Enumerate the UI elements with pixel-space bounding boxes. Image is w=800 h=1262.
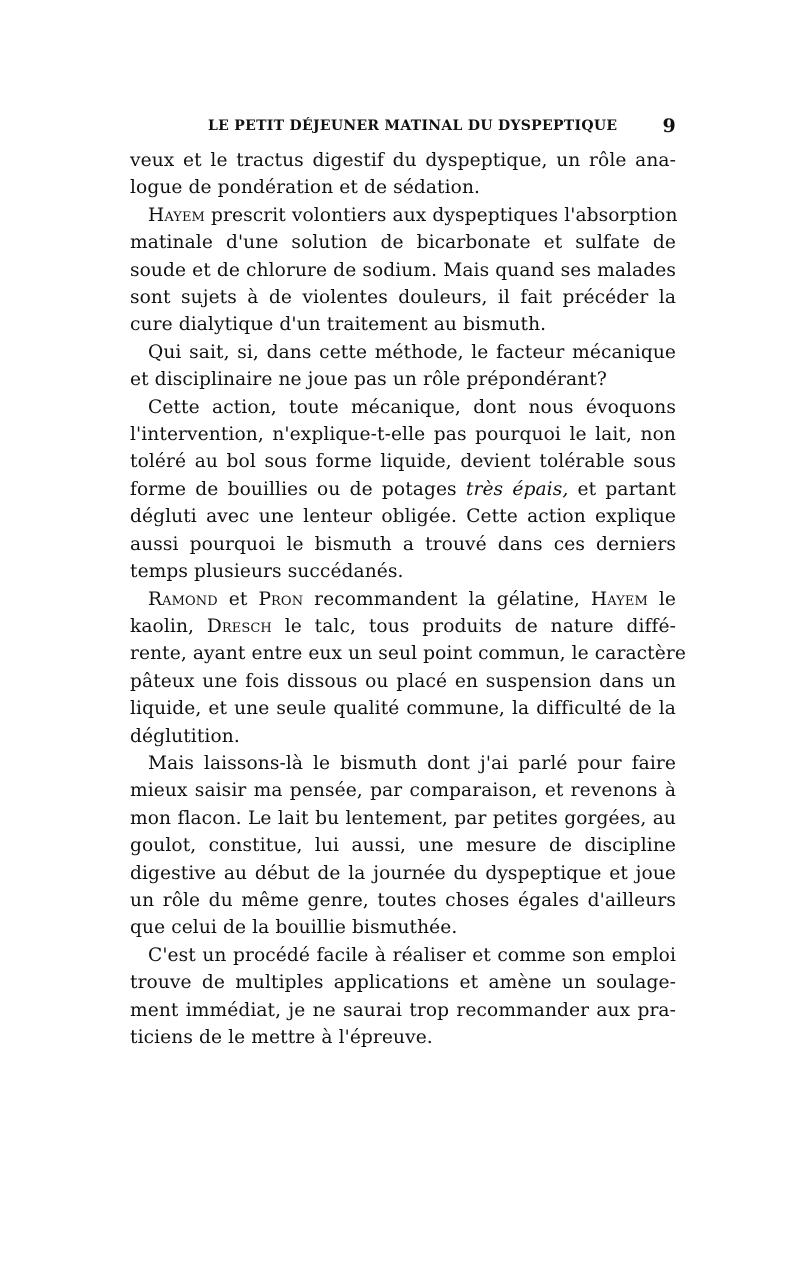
text-line bbox=[130, 750, 676, 777]
text-line bbox=[130, 723, 676, 750]
text-run: et partant bbox=[568, 478, 676, 500]
author-name: Pron bbox=[258, 588, 304, 610]
text-line bbox=[130, 613, 676, 640]
text-run: aussi pourquoi le bismuth a trouvé dans ces derniers bbox=[130, 533, 676, 555]
text-run: cure dialytique d'un traitement au bismuth. bbox=[130, 314, 547, 336]
italic-text: très épais, bbox=[465, 478, 569, 500]
text-run: dégluti avec une lenteur obligée. Cette action explique bbox=[130, 506, 676, 528]
page-number: 9 bbox=[662, 115, 676, 137]
text-line bbox=[130, 586, 676, 613]
text-line bbox=[130, 531, 676, 558]
running-head bbox=[130, 115, 676, 138]
text-line bbox=[130, 969, 676, 996]
text-line bbox=[130, 147, 676, 174]
text-run: soude et de chlorure de sodium. Mais quand ses malades bbox=[130, 259, 676, 281]
text-line bbox=[130, 777, 676, 804]
text-run: kaolin, bbox=[130, 615, 207, 637]
text-run: veux et le tractus digestif du dyspeptique, un rôle ana- bbox=[130, 150, 676, 171]
paragraph bbox=[130, 147, 676, 202]
text-run: Cette action, toute mécanique, dont nous évoquons bbox=[148, 396, 676, 418]
text-run: toléré au bol sous forme liquide, devient tolérable sous bbox=[130, 451, 676, 473]
text-line bbox=[130, 174, 676, 201]
text-line bbox=[130, 284, 676, 311]
text-line bbox=[130, 558, 676, 585]
text-run: logue de pondération et de sédation. bbox=[130, 177, 481, 199]
text-run: trouve de multiples applications et amène un soulage- bbox=[130, 972, 676, 994]
text-run: C'est un procédé facile à réaliser et comme son emploi bbox=[148, 944, 676, 966]
text-line bbox=[130, 997, 676, 1024]
text-run: liquide, et une seule qualité commune, la difficulté de la bbox=[130, 698, 676, 720]
text-line bbox=[130, 668, 676, 695]
text-line bbox=[130, 832, 676, 859]
text-run: Mais laissons-là le bismuth dont j'ai parlé pour faire bbox=[148, 752, 676, 774]
text-run: un rôle du même genre, toutes choses égales d'ailleurs bbox=[130, 889, 676, 911]
text-run: ment immédiat, je ne saurai trop recommander aux pra- bbox=[130, 999, 676, 1021]
text-line bbox=[130, 448, 676, 475]
body-text bbox=[130, 147, 686, 1051]
text-run: digestive au début de la journée du dyspeptique et joue bbox=[130, 862, 676, 884]
running-title: LE PETIT DÉJEUNER MATINAL DU DYSPEPTIQUE bbox=[208, 118, 618, 134]
text-line bbox=[130, 257, 676, 284]
text-run: déglutition. bbox=[130, 725, 240, 747]
text-line bbox=[130, 640, 686, 667]
paragraph bbox=[130, 586, 686, 750]
text-run: sont sujets à de violentes douleurs, il fait précéder la bbox=[130, 287, 676, 309]
text-line bbox=[130, 229, 676, 256]
text-run: le bbox=[647, 588, 677, 610]
text-line bbox=[130, 394, 676, 421]
text-line bbox=[130, 805, 676, 832]
text-run: ticiens de le mettre à l'épreuve. bbox=[130, 1027, 433, 1048]
text-run: goulot, constitue, lui aussi, une mesure de discipline bbox=[130, 835, 676, 857]
text-run: recommandent la gélatine, bbox=[303, 588, 591, 610]
text-line bbox=[130, 366, 676, 393]
text-line bbox=[130, 860, 676, 887]
text-line bbox=[130, 695, 676, 722]
paragraph bbox=[130, 942, 676, 1052]
text-run: Qui sait, si, dans cette méthode, le facteur mécanique bbox=[148, 341, 676, 363]
author-name: Ramond bbox=[148, 588, 218, 610]
paragraph bbox=[130, 394, 676, 586]
text-line bbox=[130, 339, 676, 366]
author-name: Dresch bbox=[206, 615, 272, 637]
paragraph bbox=[130, 339, 676, 394]
paragraph bbox=[130, 202, 676, 339]
text-run: matinale d'une solution de bicarbonate et sulfate de bbox=[130, 232, 676, 254]
text-line bbox=[130, 503, 676, 530]
text-run: mon flacon. Le lait bu lentement, par petites gorgées, au bbox=[130, 807, 676, 829]
text-line bbox=[130, 942, 676, 969]
text-run: mieux saisir ma pensée, par comparaison, et revenons à bbox=[130, 780, 676, 802]
text-run: forme de bouillies ou de potages bbox=[130, 478, 466, 500]
text-run: que celui de la bouillie bismuthée. bbox=[130, 917, 458, 939]
text-line bbox=[130, 202, 676, 229]
text-line bbox=[130, 887, 676, 914]
text-run: le talc, tous produits de nature diffé- bbox=[271, 615, 676, 637]
text-line bbox=[130, 311, 676, 338]
text-line bbox=[130, 1024, 676, 1051]
text-run: et bbox=[217, 588, 259, 610]
paragraph bbox=[130, 750, 676, 942]
text-line bbox=[130, 914, 676, 941]
text-run: rente, ayant entre eux un seul point commun, le caractère bbox=[130, 643, 686, 665]
text-line bbox=[130, 476, 676, 503]
text-run: l'intervention, n'explique-t-elle pas pourquoi le lait, non bbox=[130, 424, 676, 446]
text-run: temps plusieurs succédanés. bbox=[130, 561, 404, 583]
text-run: pâteux une fois dissous ou placé en suspension dans un bbox=[130, 670, 676, 692]
text-run: prescrit volontiers aux dyspeptiques l'absorption bbox=[204, 204, 678, 226]
text-line bbox=[130, 421, 676, 448]
author-name: Hayem bbox=[148, 204, 205, 226]
author-name: Hayem bbox=[590, 588, 648, 610]
text-run: et disciplinaire ne joue pas un rôle prépondérant? bbox=[130, 369, 607, 391]
